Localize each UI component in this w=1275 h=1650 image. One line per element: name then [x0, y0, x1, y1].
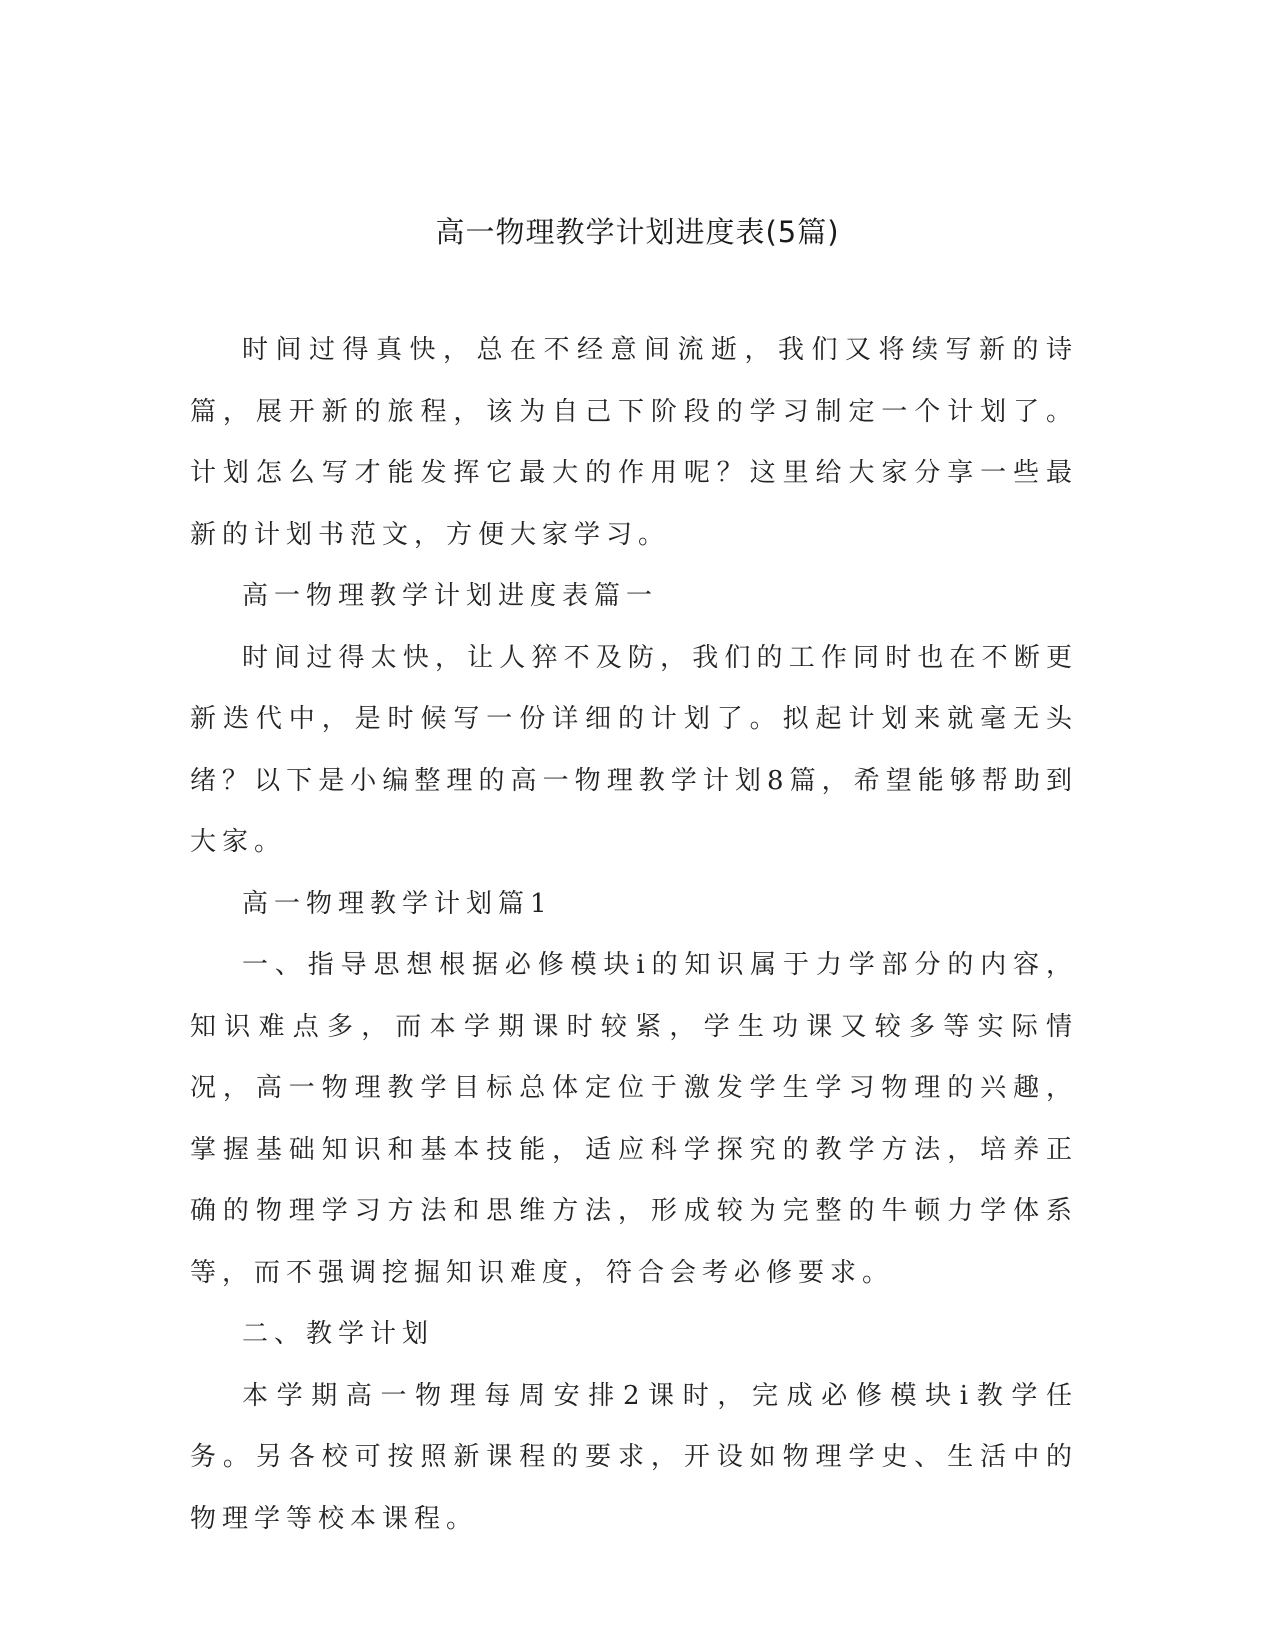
- body-paragraph: 本学期高一物理每周安排2课时，完成必修模块ⅰ教学任务。另各校可按照新课程的要求，开设如物理学史、生活中的物理学等校本课程。: [190, 1380, 1078, 1534]
- body-paragraph: 时间过得太快，让人猝不及防，我们的工作同时也在不断更新迭代中，是时候写一份详细的计划了。拟起计划来就毫无头绪？以下是小编整理的高一物理教学计划8篇，希望能够帮助到大家。: [190, 642, 1078, 857]
- page-title: 高一物理教学计划进度表(5篇): [435, 215, 840, 249]
- subsection-heading: 高一物理教学计划篇1: [242, 888, 553, 919]
- subsection-heading: 二、教学计划: [242, 1319, 435, 1349]
- body-paragraph: 一、指导思想根据必修模块ⅰ的知识属于力学部分的内容，知识难点多，而本学期课时较紧，学生功课又较多等实际情况，高一物理教学目标总体定位于激发学生学习物理的兴趣，掌握基础知识和基本技能，适应科学探究的教学方法，培养正确的物理学习方法和思维方法，形成较为完整的牛顿力学体系等，而不强调挖掘知识难度，符合会考必修要求。: [190, 950, 1078, 1288]
- document-body: [190, 320, 1078, 1550]
- intro-paragraph: 时间过得真快，总在不经意间流逝，我们又将续写新的诗篇，展开新的旅程，该为自己下阶段的学习制定一个计划了。计划怎么写才能发挥它最大的作用呢？这里给大家分享一些最新的计划书范文，方便大家学习。: [190, 335, 1078, 550]
- section-heading: 高一物理教学计划进度表篇一: [242, 581, 659, 611]
